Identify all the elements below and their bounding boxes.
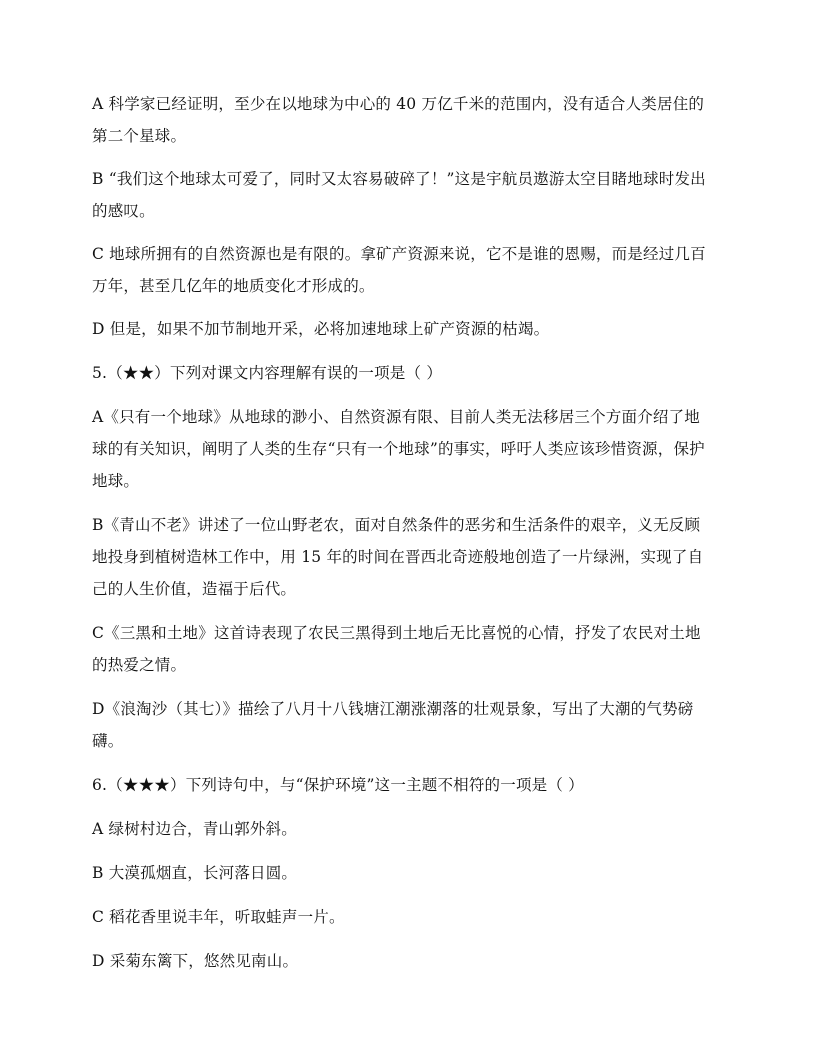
text-line: 地投身到植树造林工作中，用 15 年的时间在晋西北奇迹般地创造了一片绿洲，实现了自 [92,548,704,566]
question-5-stem [92,357,712,389]
text-line: 第二个星球。 [92,127,187,145]
text-line: 万年，甚至几亿年的地质变化才形成的。 [92,277,375,295]
text-line: B “我们这个地球太可爱了，同时又太容易破碎了！”这是宇航员遨游太空目睹地球时发出 [92,170,706,188]
text-line: D 但是，如果不加节制地开采，必将加速地球上矿产资源的枯竭。 [92,320,550,338]
q4-option-b [92,163,712,227]
q5-option-c [92,617,712,681]
q4-option-d [92,313,712,345]
q6-option-c [92,901,712,933]
q4-option-c [92,238,712,302]
q5-option-d [92,693,712,757]
text-line: B 大漠孤烟直，长河落日圆。 [92,864,298,882]
text-line: D《浪淘沙（其七）》描绘了八月十八钱塘江潮涨潮落的壮观景象，写出了大潮的气势磅 [92,700,694,718]
q5-option-a [92,401,712,497]
q6-option-b [92,857,712,889]
text-line: A《只有一个地球》从地球的渺小、自然资源有限、目前人类无法移居三个方面介绍了地 [92,408,700,426]
text-line: 的热爱之情。 [92,656,187,674]
text-line: D 采菊东篱下，悠然见南山。 [92,952,299,970]
text-line: 的感叹。 [92,202,155,220]
text-line: C 稻花香里说丰年，听取蛙声一片。 [92,908,345,926]
q6-option-a [92,813,712,845]
text-line: 球的有关知识，阐明了人类的生存“只有一个地球”的事实，呼吁人类应该珍惜资源，保护 [92,440,705,458]
text-line: B《青山不老》讲述了一位山野老农，面对自然条件的恶劣和生活条件的艰辛，义无反顾 [92,516,701,534]
text-line: 地球。 [92,472,140,490]
text-line: A 绿树村边合，青山郭外斜。 [92,820,297,838]
question-6-stem [92,769,712,801]
q6-option-d [92,945,712,977]
text-line: C 地球所拥有的自然资源也是有限的。拿矿产资源来说，它不是谁的恩赐，而是经过几百 [92,245,706,263]
text-line: C《三黑和土地》这首诗表现了农民三黑得到土地后无比喜悦的心情，抒发了农民对土地 [92,624,701,642]
text-line: A 科学家已经证明，至少在以地球为中心的 40 万亿千米的范围内，没有适合人类居住的 [92,95,705,113]
text-line: 己的人生价值，造福于后代。 [92,580,297,598]
text-line: 礴。 [92,732,124,750]
text-line: 6.（★★★）下列诗句中，与“保护环境”这一主题不相符的一项是（ ） [92,776,584,794]
q4-option-a [92,88,712,152]
q5-option-b [92,509,712,605]
text-line: 5.（★★）下列对课文内容理解有误的一项是（ ） [92,364,443,382]
